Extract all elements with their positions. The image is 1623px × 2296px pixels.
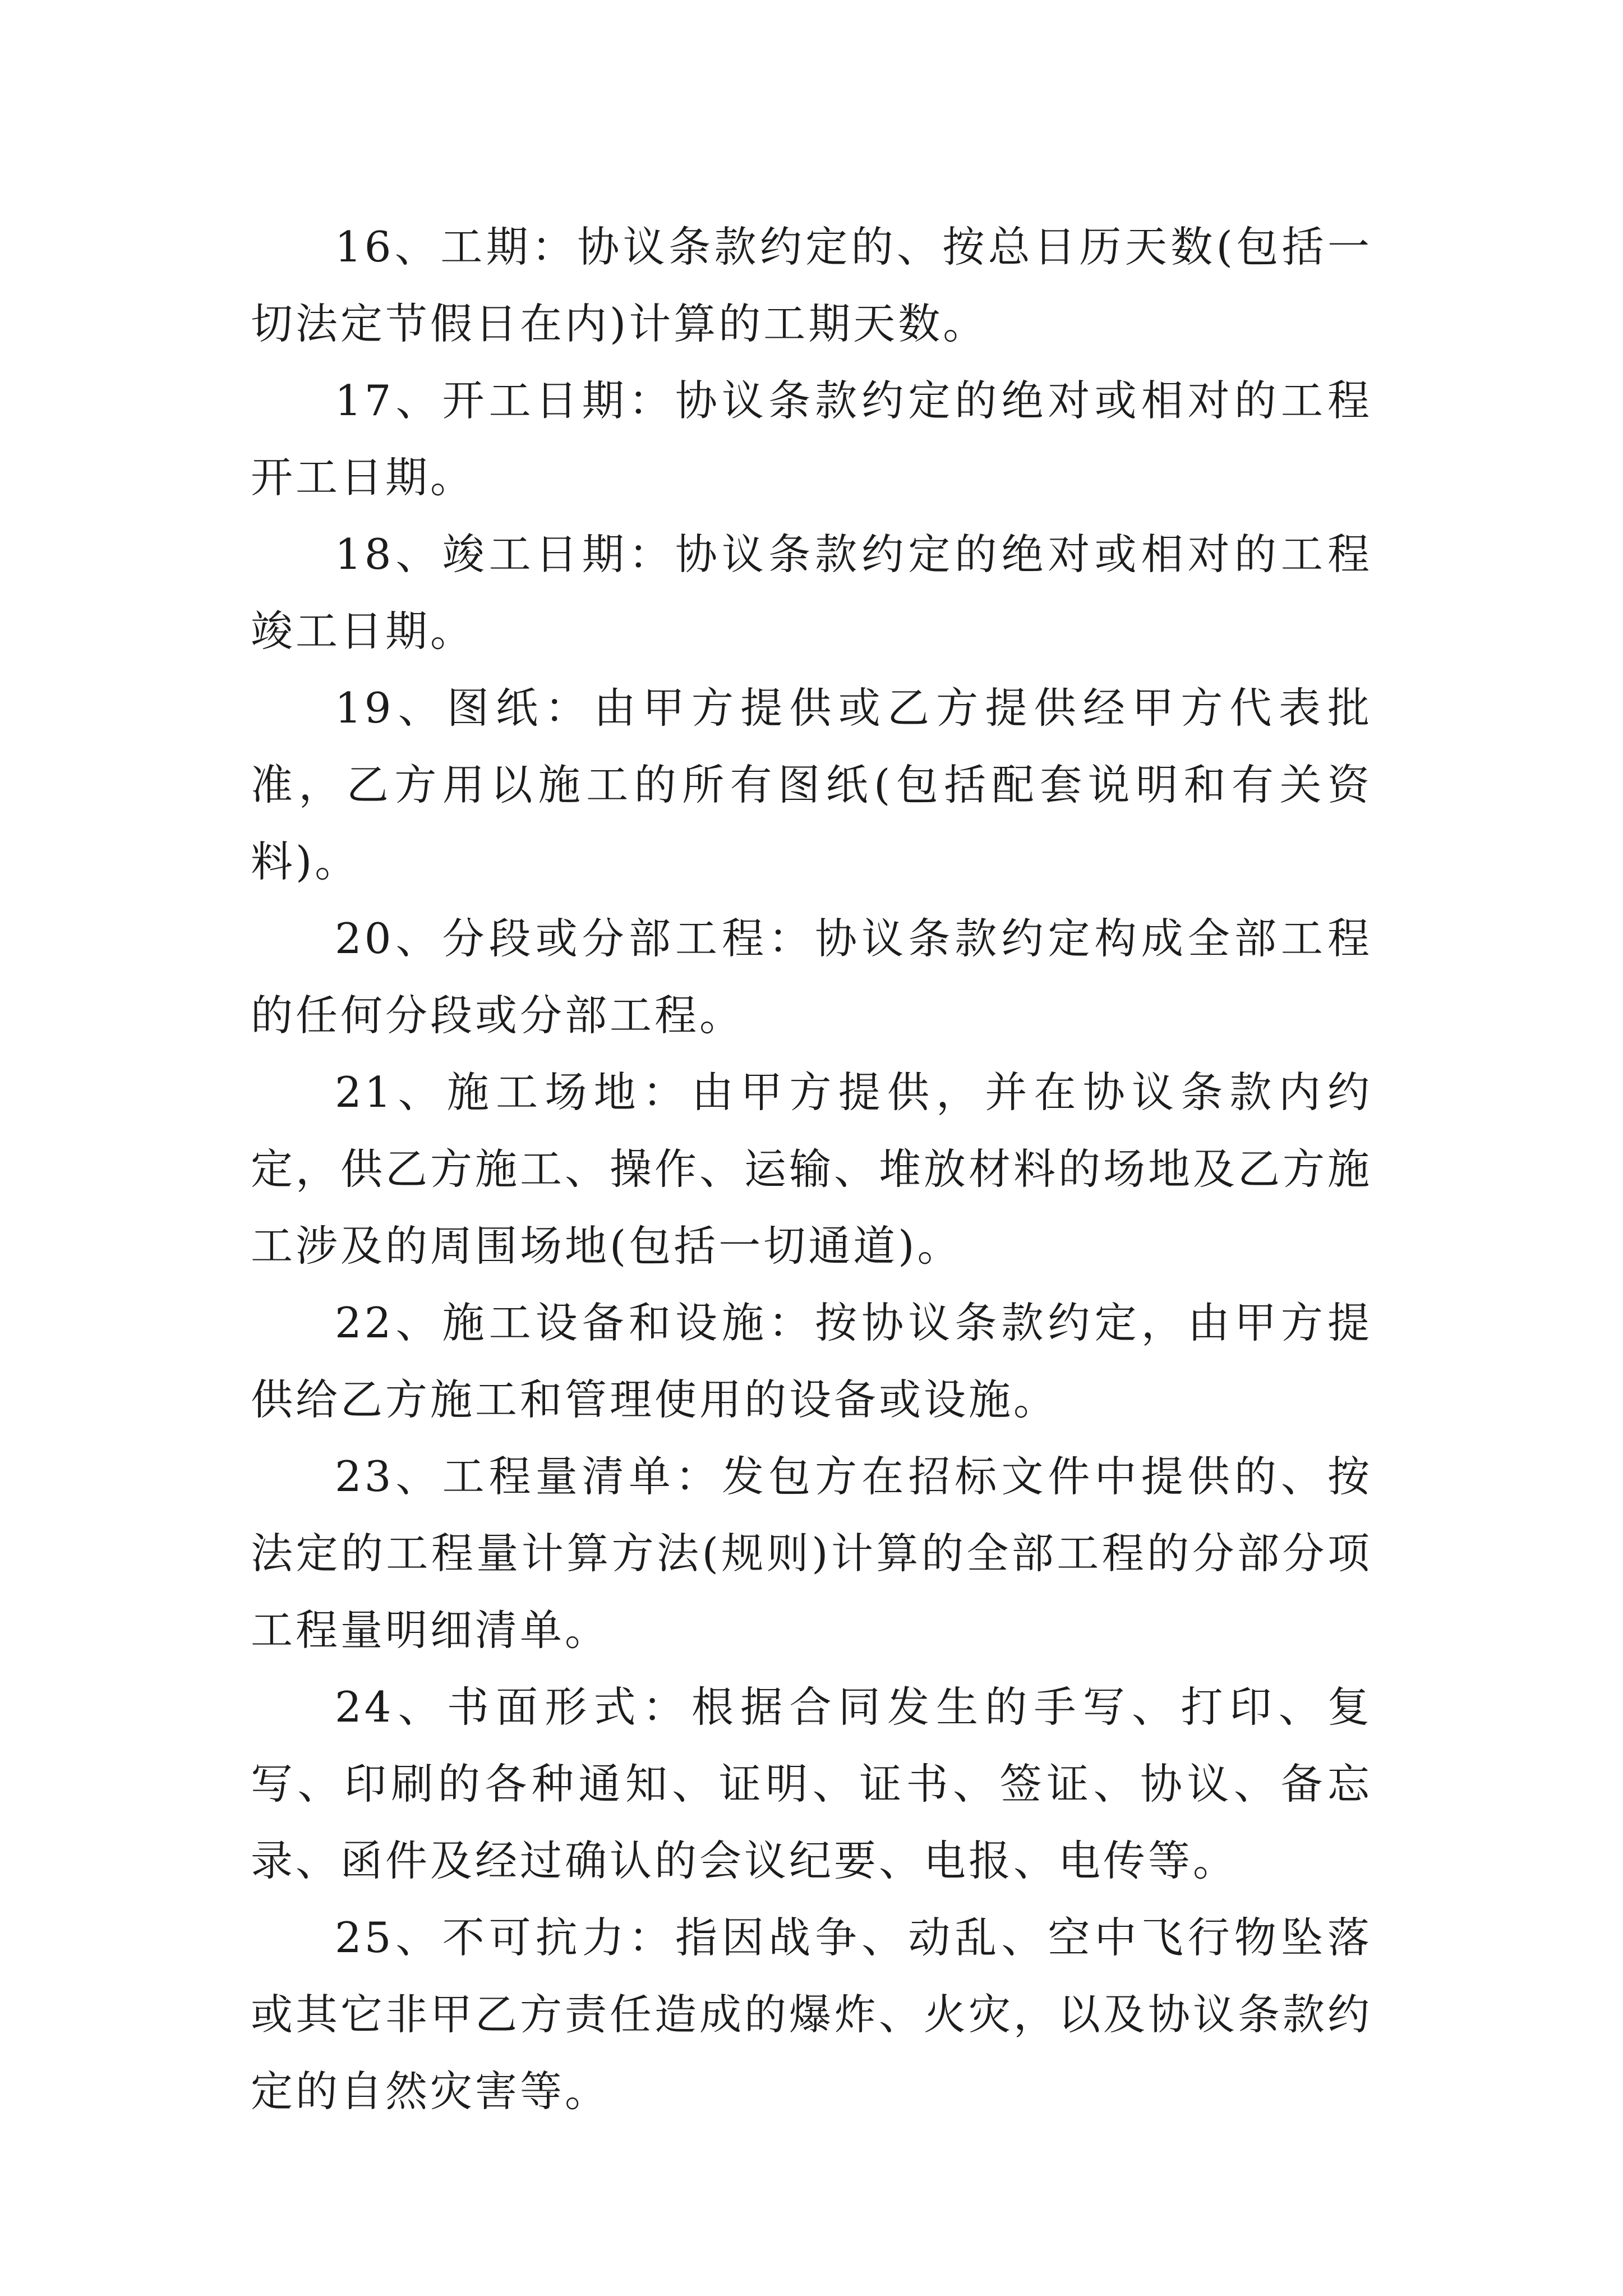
document-body: [251, 209, 1372, 2130]
clause-25: 25、不可抗力：指因战争、动乱、空中飞行物坠落或其它非甲乙方责任造成的爆炸、火灾，以及协议条款约定的自然灾害等。: [251, 1913, 1373, 2116]
clause-24: 24、书面形式：根据合同发生的手写、打印、复写、印刷的各种通知、证明、证书、签证、协议、备忘录、函件及经过确认的会议纪要、电报、电传等。: [251, 1682, 1372, 1885]
clause-16: 16、工期：协议条款约定的、按总日历天数(包括一切法定节假日在内)计算的工期天数。: [251, 222, 1372, 348]
clause-17: 17、开工日期：协议条款约定的绝对或相对的工程开工日期。: [251, 376, 1372, 502]
clause-23: 23、工程量清单：发包方在招标文件中提供的、按法定的工程量计算方法(规则)计算的全部工程的分部分项工程量明细清单。: [251, 1452, 1372, 1655]
clause-20: 20、分段或分部工程：协议条款约定构成全部工程的任何分段或分部工程。: [251, 914, 1372, 1040]
clause-19: 19、图纸：由甲方提供或乙方提供经甲方代表批准，乙方用以施工的所有图纸(包括配套说明和有关资料)。: [251, 683, 1372, 886]
clause-21: 21、施工场地：由甲方提供，并在协议条款内约定，供乙方施工、操作、运输、堆放材料的场地及乙方施工涉及的周围场地(包括一切通道)。: [251, 1068, 1373, 1271]
clause-18: 18、竣工日期：协议条款约定的绝对或相对的工程竣工日期。: [251, 530, 1372, 656]
clause-22: 22、施工设备和设施：按协议条款约定，由甲方提供给乙方施工和管理使用的设备或设施。: [251, 1298, 1372, 1424]
